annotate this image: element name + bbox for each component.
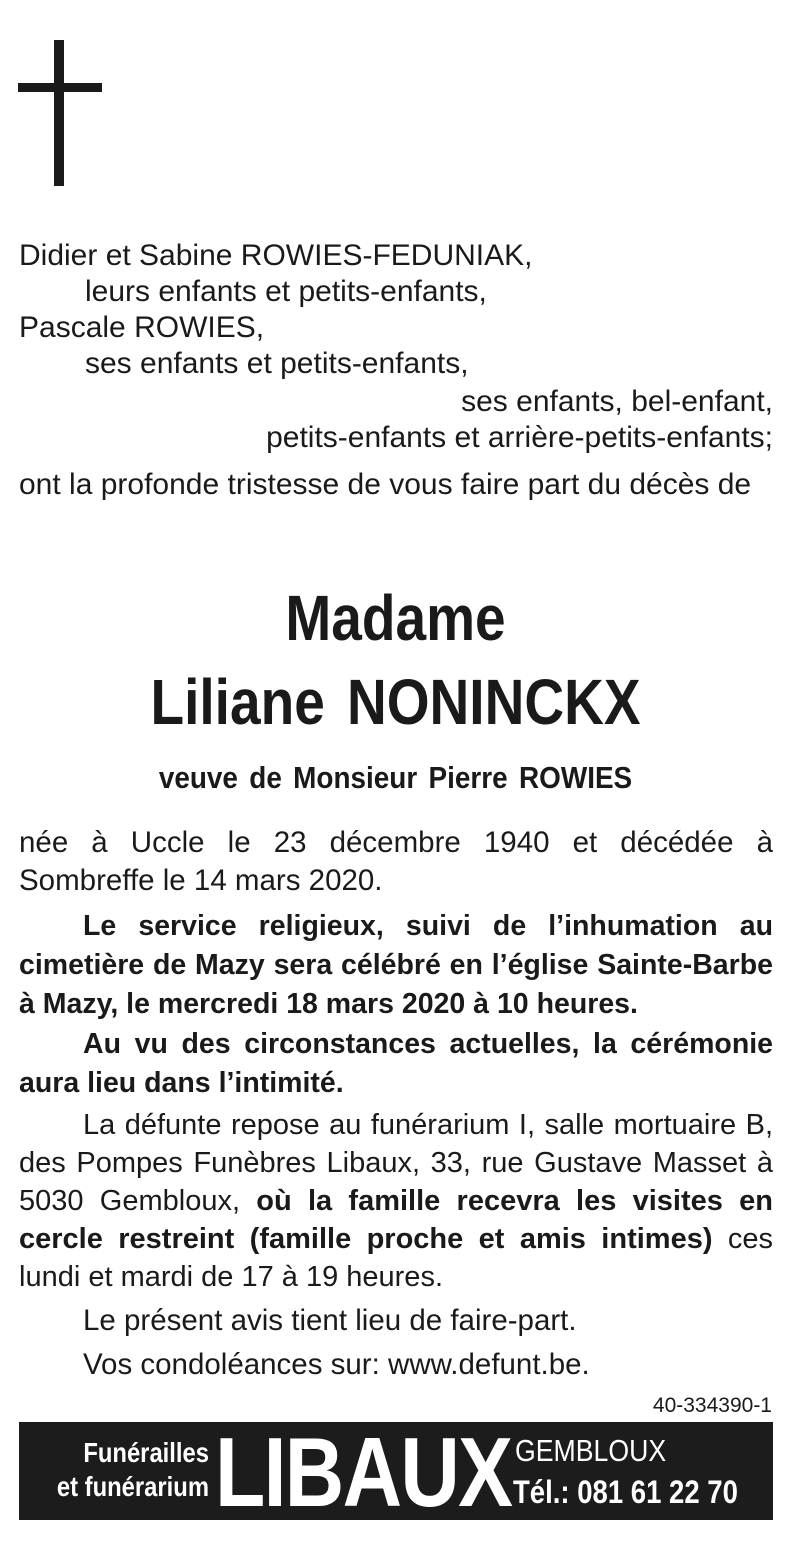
funeral-home-banner <box>19 1417 773 1527</box>
cross-icon <box>18 40 102 186</box>
banner-brand: LIBAUX <box>215 1417 512 1527</box>
circumstances-text: Au vu des circonstances actuelles, la cérémonie aura lieu dans l’intimité. <box>19 1028 773 1099</box>
widow-of: veuve de Monsieur Pierre ROWIES <box>158 760 633 795</box>
service-text: Le service religieux, suivi de l’inhumation au cimetière de Mazy sera célébré en l’église Sainte-Barbe à Mazy, le mercredi 18 mars 2020 à 10 heures. <box>19 910 773 1020</box>
condolences-text: Vos condoléances sur: www.defunt.be. <box>83 1348 590 1381</box>
birth-death-text: née à Uccle le 23 décembre 1940 et décédée à Sombreffe le 14 mars 2020. <box>19 826 773 897</box>
circumstances-paragraph <box>19 1025 773 1103</box>
deceased-name: Liliane NONINCKX <box>150 666 641 738</box>
deceased-title: Madame <box>285 582 506 654</box>
cross-vertical-bar <box>54 40 64 186</box>
notice-text: Le présent avis tient lieu de faire-part. <box>83 1304 577 1337</box>
repose-text-2: ces lundi et mardi de 17 à 19 heures. <box>19 1223 773 1293</box>
banner-phone: Tél.: 081 61 22 70 <box>513 1474 738 1510</box>
announcement: ont la profonde tristesse de vous faire part du décès de <box>19 468 752 501</box>
repose-text-bold: où la famille recevra les visites en cercle restreint (famille proche et amis intimes) <box>19 1185 774 1255</box>
condolences-paragraph <box>19 1346 773 1384</box>
banner-city: GEMBLOUX <box>515 1433 667 1468</box>
banner-left-line-1: Funérailles <box>83 1437 209 1468</box>
banner-left-line-2: et funérarium <box>56 1471 210 1502</box>
birth-death-paragraph <box>19 824 773 900</box>
family-line-2: leurs enfants et petits-enfants, <box>85 275 487 308</box>
reference-number: 40-334390-1 <box>652 1394 772 1417</box>
family-line-5: ses enfants, bel-enfant, <box>461 385 773 418</box>
repose-text-1: La défunte repose au funérarium I, salle mortuaire B, des Pompes Funèbres Libaux, 33, rue Gustave Masset à 5030 Gembloux, <box>19 1109 773 1217</box>
family-line-4: ses enfants et petits-enfants, <box>85 347 469 380</box>
family-line-3: Pascale ROWIES, <box>19 311 265 344</box>
cross-horizontal-bar <box>18 83 102 92</box>
banner-left-text <box>48 1436 210 1504</box>
family-line-6: petits-enfants et arrière-petits-enfants; <box>266 421 773 454</box>
family-line-1: Didier et Sabine ROWIES-FEDUNIAK, <box>19 239 533 272</box>
service-paragraph <box>19 907 773 1024</box>
notice-paragraph <box>19 1302 773 1340</box>
repose-paragraph <box>19 1106 773 1296</box>
